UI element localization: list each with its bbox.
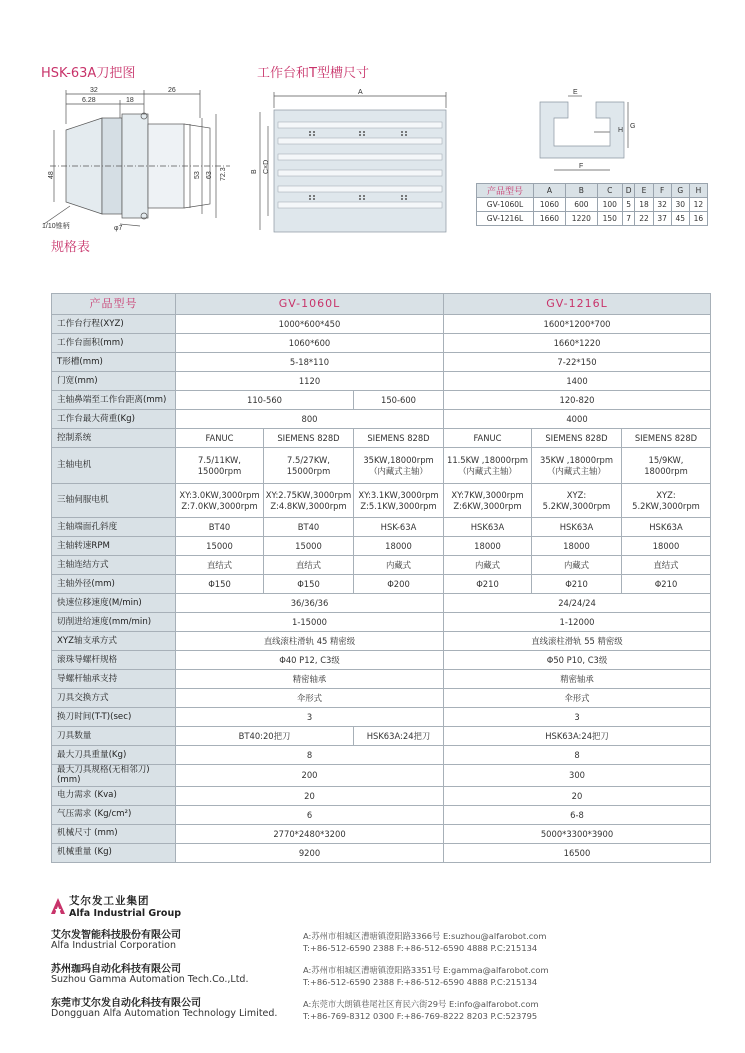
row-label: 最大刀具规格(无相邻刀) (mm) [52, 765, 176, 787]
dim-phi7: φ7 [114, 225, 123, 232]
dim-48: 48 [48, 171, 55, 179]
tslot-header: H [689, 184, 707, 198]
cell: 150-600 [354, 391, 444, 410]
tslot-header: A [534, 184, 566, 198]
cell: 36/36/36 [176, 594, 444, 613]
tslot-header-row [477, 184, 708, 198]
table-row [52, 353, 711, 372]
cell: Φ210 [444, 575, 532, 594]
dim-g: G [630, 123, 636, 130]
row-label: T形槽(mm) [52, 353, 176, 372]
row-label: 最大刀具重量(Kg) [52, 746, 176, 765]
dim-32: 32 [90, 87, 98, 94]
tslot-header: D [622, 184, 635, 198]
cell: BT40:20把刀 [176, 727, 354, 746]
spec-header-row [52, 294, 711, 315]
cell: HSK63A:24把刀 [354, 727, 444, 746]
cell [176, 448, 264, 484]
tslot-header: F [653, 184, 671, 198]
company-name-cn: 东莞市艾尔发自动化科技有限公司 [51, 998, 201, 1009]
row-label: 气压需求 (Kg/cm²) [52, 805, 176, 824]
tslot-cell: 150 [597, 212, 622, 226]
cell [532, 448, 622, 484]
cell: 5-18*110 [176, 353, 444, 372]
tslot-cell: 100 [597, 198, 622, 212]
dim-18: 18 [126, 97, 134, 104]
table-row [52, 708, 711, 727]
row-label: 主轴外径(mm) [52, 575, 176, 594]
model-gv-1060l: GV-1060L [176, 294, 444, 315]
cell: 直结式 [622, 556, 711, 575]
dim-b: B [251, 169, 258, 174]
row-label: 电力需求 (Kva) [52, 786, 176, 805]
cell: 1-15000 [176, 613, 444, 632]
table-row [52, 594, 711, 613]
group-name [69, 893, 181, 919]
cell: Φ210 [532, 575, 622, 594]
cell: Φ150 [176, 575, 264, 594]
table-row [52, 727, 711, 746]
cell: 1000*600*450 [176, 315, 444, 334]
cell: 直线滚柱滑轨 45 精密级 [176, 632, 444, 651]
company-address: A:苏州市相城区漕塘镇澄阳路3351号 E:gamma@alfarobot.com [303, 965, 549, 975]
cell [264, 448, 354, 484]
table-row [52, 556, 711, 575]
cell: 1-12000 [444, 613, 711, 632]
cell: Φ40 P12, C3级 [176, 651, 444, 670]
table-row [52, 575, 711, 594]
table-row [477, 212, 708, 226]
tslot-profile-drawing [540, 88, 650, 178]
row-label: 门宽(mm) [52, 372, 176, 391]
row-label: XYZ轴支承方式 [52, 632, 176, 651]
cell: 6-8 [444, 805, 711, 824]
dim-e: E [573, 89, 578, 96]
cell [176, 484, 264, 518]
tslot-cell: 32 [653, 198, 671, 212]
dim-53: 53 [194, 171, 201, 179]
company-contact: T:+86-512-6590 2388 F:+86-512-6590 4888 P.C:215134 [303, 977, 538, 987]
cell: Φ210 [622, 575, 711, 594]
hsk-title: HSK-63A刀把图 [41, 66, 136, 81]
cell-line: 35KW,18000rpm [363, 455, 434, 466]
cell: BT40 [264, 518, 354, 537]
dim-6-28: 6.28 [82, 97, 96, 104]
row-label: 工作台最大荷重(Kg) [52, 410, 176, 429]
tslot-cell: 18 [635, 198, 653, 212]
cell: HSK63A [532, 518, 622, 537]
cell: 800 [176, 410, 444, 429]
dim-h: H [618, 127, 624, 134]
table-row [52, 805, 711, 824]
row-label: 换刀时间(T-T)(sec) [52, 708, 176, 727]
row-label: 快速位移速度(M/min) [52, 594, 176, 613]
cell: 20 [176, 786, 444, 805]
cell [354, 448, 444, 484]
tslot-header: G [671, 184, 689, 198]
tslot-cell: GV-1060L [477, 198, 534, 212]
cell: XYZ: 5.2KW,3000rpm [622, 484, 711, 518]
cell-line: （内藏式主轴） [458, 465, 517, 476]
cell: 直线滚柱滑轨 55 精密级 [444, 632, 711, 651]
table-row [52, 334, 711, 353]
table-row [52, 843, 711, 862]
dim-cxd: C×D [263, 159, 270, 174]
model-gv-1216l: GV-1216L [444, 294, 711, 315]
row-label: 主轴端面孔斜度 [52, 518, 176, 537]
cell: Φ50 P10, C3级 [444, 651, 711, 670]
tslot-cell: 30 [671, 198, 689, 212]
cell: 8 [444, 746, 711, 765]
cell-line: Z:6KW,3000rpm [453, 500, 522, 511]
cell-line: 15000rpm [197, 465, 242, 476]
spec-header-label: 产品型号 [52, 294, 176, 315]
cell-line: 35KW ,18000rpm [539, 455, 613, 466]
cell: 18000 [354, 537, 444, 556]
tslot-title: 工作台和T型槽尺寸 [257, 66, 369, 81]
cell: 精密轴承 [176, 670, 444, 689]
cell: 1120 [176, 372, 444, 391]
company-name-cn: 艾尔发智能科技股份有限公司 [51, 930, 181, 941]
cell: 200 [176, 765, 444, 787]
cell-line: XY:3.0KW,3000rpm [179, 490, 260, 501]
cell: 4000 [444, 410, 711, 429]
cell [444, 484, 532, 518]
tslot-cell: 37 [653, 212, 671, 226]
row-label: 主轴电机 [52, 448, 176, 484]
cell-line: XY:7KW,3000rpm [451, 490, 524, 501]
row-label: 切削进给速度(mm/min) [52, 613, 176, 632]
group-name-cn: 艾尔发工业集团 [69, 895, 150, 907]
table-row [52, 315, 711, 334]
dim-72-3: 72.3 [220, 167, 227, 181]
cell-line: Z:7.0KW,3000rpm [181, 500, 258, 511]
cell: 18000 [622, 537, 711, 556]
tslot-header: 产品型号 [477, 184, 534, 198]
table-row [52, 448, 711, 484]
cell: FANUC [176, 429, 264, 448]
cell: XYZ: 5.2KW,3000rpm [532, 484, 622, 518]
dim-a: A [358, 89, 363, 96]
table-row [52, 484, 711, 518]
company-name-en: Suzhou Gamma Automation Tech.Co.,Ltd. [51, 974, 249, 985]
company-name-en: Dongguan Alfa Automation Technology Limited. [51, 1008, 278, 1019]
cell [354, 484, 444, 518]
cell-line: 7.5/27KW, [287, 455, 330, 466]
row-label: 滚珠导螺杆规格 [52, 651, 176, 670]
cell: 300 [444, 765, 711, 787]
table-row [52, 746, 711, 765]
tslot-cell: GV-1216L [477, 212, 534, 226]
company-name-cn: 苏州珈玛自动化科技有限公司 [51, 964, 181, 975]
company-contact: T:+86-512-6590 2388 F:+86-512-6590 4888 P.C:215134 [303, 943, 538, 953]
table-row [52, 786, 711, 805]
cell: 8 [176, 746, 444, 765]
spec-table [51, 293, 711, 863]
cell: Φ200 [354, 575, 444, 594]
table-row [52, 613, 711, 632]
cell: 3 [444, 708, 711, 727]
cell: 3 [176, 708, 444, 727]
alfa-logo-icon [51, 898, 65, 914]
tslot-cell: 1060 [534, 198, 566, 212]
table-row [52, 518, 711, 537]
tslot-dimension-table [476, 183, 708, 226]
group-logo [51, 893, 181, 919]
table-row [52, 651, 711, 670]
row-label: 刀具数量 [52, 727, 176, 746]
table-row [52, 765, 711, 787]
cell: 110-560 [176, 391, 354, 410]
tslot-header: E [635, 184, 653, 198]
cell: 直结式 [176, 556, 264, 575]
group-name-en: Alfa Industrial Group [69, 908, 182, 919]
table-row [52, 391, 711, 410]
cell: 内藏式 [532, 556, 622, 575]
taper-note: 1/10锥柄 [42, 223, 70, 230]
dim-26: 26 [168, 87, 176, 94]
cell-line: 7.5/11KW, [198, 455, 241, 466]
row-label: 三轴伺服电机 [52, 484, 176, 518]
cell-line: Z:5.1KW,3000rpm [360, 500, 437, 511]
cell: HSK-63A [354, 518, 444, 537]
cell: 1600*1200*700 [444, 315, 711, 334]
company-address: A:东莞市大朗镇巷尾社区育民六街29号 E:info@alfarobot.com [303, 999, 539, 1009]
cell: HSK63A:24把刀 [444, 727, 711, 746]
cell: 6 [176, 805, 444, 824]
cell: 15000 [264, 537, 354, 556]
tslot-cell: 1220 [565, 212, 597, 226]
table-row [52, 670, 711, 689]
cell-line: 15/9KW, [648, 455, 684, 466]
row-label: 主轴转速RPM [52, 537, 176, 556]
tslot-cell: 22 [635, 212, 653, 226]
cell [264, 484, 354, 518]
cell: 20 [444, 786, 711, 805]
cell: 18000 [444, 537, 532, 556]
company-name-en: Alfa Industrial Corporation [51, 940, 177, 951]
table-row [52, 410, 711, 429]
row-label: 机械尺寸 (mm) [52, 824, 176, 843]
hsk-tool-holder-drawing [40, 84, 240, 234]
cell: Φ150 [264, 575, 354, 594]
cell: BT40 [176, 518, 264, 537]
cell: 120-820 [444, 391, 711, 410]
cell-line: （内藏式主轴） [547, 465, 606, 476]
cell-line: （内藏式主轴） [369, 465, 428, 476]
tslot-header: B [565, 184, 597, 198]
cell: 24/24/24 [444, 594, 711, 613]
cell: SIEMENS 828D [532, 429, 622, 448]
cell: HSK63A [444, 518, 532, 537]
cell: SIEMENS 828D [264, 429, 354, 448]
row-label: 机械重量 (Kg) [52, 843, 176, 862]
cell: 18000 [532, 537, 622, 556]
cell: 内藏式 [354, 556, 444, 575]
row-label: 控制系统 [52, 429, 176, 448]
table-row [52, 824, 711, 843]
cell: 1060*600 [176, 334, 444, 353]
tslot-header: C [597, 184, 622, 198]
cell-line: XY:2.75KW,3000rpm [265, 490, 352, 501]
tslot-cell: 600 [565, 198, 597, 212]
dim-63: 63 [206, 171, 213, 179]
tslot-cell: 12 [689, 198, 707, 212]
table-row [477, 198, 708, 212]
row-label: 工作台面积(mm) [52, 334, 176, 353]
spec-title: 规格表 [51, 240, 91, 255]
cell-line: Z:4.8KW,3000rpm [270, 500, 347, 511]
cell: 直结式 [264, 556, 354, 575]
table-row [52, 632, 711, 651]
tslot-cell: 7 [622, 212, 635, 226]
cell: 精密轴承 [444, 670, 711, 689]
cell: 伞形式 [444, 689, 711, 708]
cell: 伞形式 [176, 689, 444, 708]
row-label: 刀具交换方式 [52, 689, 176, 708]
cell: FANUC [444, 429, 532, 448]
cell: 16500 [444, 843, 711, 862]
cell: 15000 [176, 537, 264, 556]
cell: 2770*2480*3200 [176, 824, 444, 843]
cell [444, 448, 532, 484]
cell-line: 18000rpm [644, 465, 688, 476]
cell [622, 448, 711, 484]
cell: 内藏式 [444, 556, 532, 575]
cell-line: 15000rpm [286, 465, 331, 476]
tslot-cell: 16 [689, 212, 707, 226]
cell: SIEMENS 828D [622, 429, 711, 448]
cell: 5000*3300*3900 [444, 824, 711, 843]
cell: SIEMENS 828D [354, 429, 444, 448]
cell: 7-22*150 [444, 353, 711, 372]
cell: 9200 [176, 843, 444, 862]
tslot-cell: 5 [622, 198, 635, 212]
worktable-drawing [252, 86, 452, 234]
tslot-cell: 45 [671, 212, 689, 226]
tslot-cell: 1660 [534, 212, 566, 226]
row-label: 主轴连结方式 [52, 556, 176, 575]
row-label: 工作台行程(XYZ) [52, 315, 176, 334]
cell-line: 11.5KW ,18000rpm [446, 455, 528, 466]
table-row [52, 429, 711, 448]
company-contact: T:+86-769-8312 0300 F:+86-769-8222 8203 P.C:523795 [303, 1011, 538, 1021]
company-address: A:苏州市相城区漕塘镇澄阳路3366号 E:suzhou@alfarobot.com [303, 931, 547, 941]
table-row [52, 689, 711, 708]
cell: HSK63A [622, 518, 711, 537]
table-row [52, 537, 711, 556]
table-row [52, 372, 711, 391]
row-label: 导螺杆轴承支持 [52, 670, 176, 689]
row-label: 主轴鼻端至工作台距离(mm) [52, 391, 176, 410]
cell: 1660*1220 [444, 334, 711, 353]
cell-line: XY:3.1KW,3000rpm [358, 490, 439, 501]
dim-f: F [579, 163, 584, 170]
cell: 1400 [444, 372, 711, 391]
